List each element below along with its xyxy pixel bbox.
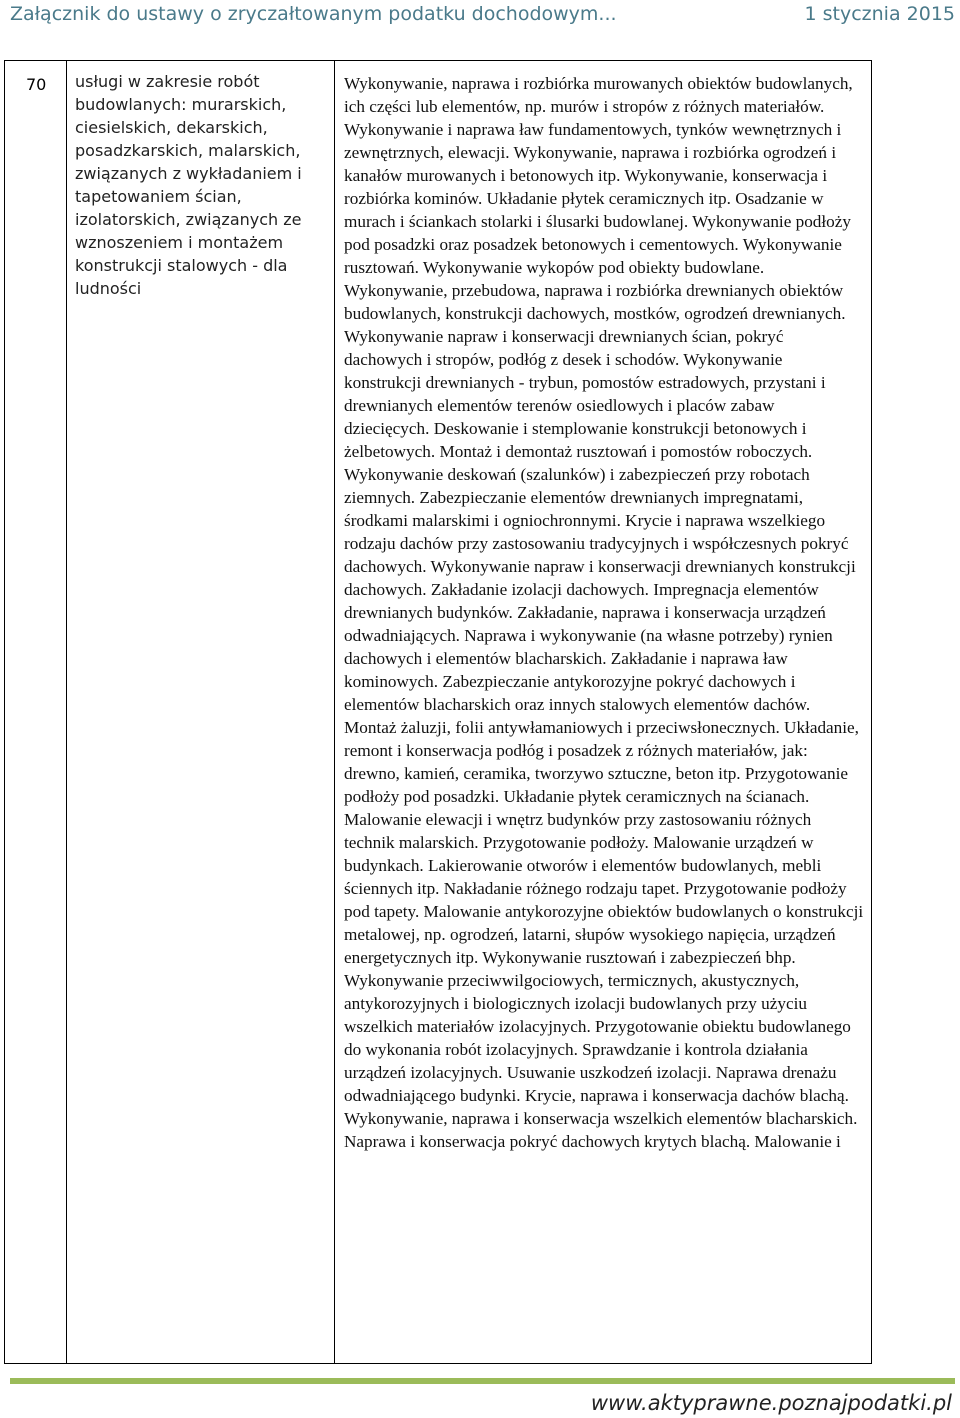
column-divider-2 (334, 60, 335, 1364)
column-divider-1 (66, 60, 67, 1364)
row-number: 70 (26, 75, 47, 94)
table-border-bottom (4, 1363, 872, 1364)
services-table (4, 60, 872, 1364)
document-title: Załącznik do ustawy o zryczałtowanym podatku dochodowym... (10, 3, 617, 25)
table-border-top (4, 60, 872, 61)
table-border-right (871, 60, 872, 1364)
service-description: Wykonywanie, naprawa i rozbiórka murowanych obiektów budowlanych, ich części lub elementów, np. murów i stropów z różnych materiałów. Wykonywanie i naprawa ław fundamentowych, tynków wewnętrznych i zewnętrznych, elewacji. Wykonywanie, naprawa i rozbiórka ogrodzeń i kanałów murowanych i betonowych itp. Wykonywanie, konserwacja i rozbiórka kominów. Układanie płytek ceramicznych itp. Osadzanie w murach i ściankach stolarki i ślusarki budowlanej. Wykonywanie podłoży pod posadzki oraz posadzek betonowych i cementowych. Wykonywanie rusztowań. Wykonywanie wykopów pod obiekty budowlane. Wykonywanie, przebudowa, naprawa i rozbiórka drewnianych obiektów budowlanych, konstrukcji dachowych, mostków, ogrodzeń drewnianych. Wykonywanie napraw i konserwacji drewnianych ścian, pokryć dachowych i stropów, podłóg z desek i schodów. Wykonywanie konstrukcji drewnianych - trybun, pomostów estradowych, przystani i drewnianych elementów terenów osiedlowych i placów zabaw dziecięcych. Deskowanie i stemplowanie konstrukcji betonowych i żelbetowych. Montaż i demontaż rusztowań i pomostów roboczych. Wykonywanie deskowań (szalunków) i zabezpieczeń przy robotach ziemnych. Zabezpieczanie elementów drewnianych impregnatami, środkami malarskimi i ogniochronnymi. Krycie i naprawa wszelkiego rodzaju dachów przy zastosowaniu tradycyjnych i współczesnych pokryć dachowych. Wykonywanie napraw i konserwacji drewnianych konstrukcji dachowych. Zakładanie izolacji dachowych. Impregnacja elementów drewnianych budynków. Zakładanie, naprawa i konserwacja urządzeń odwadniających. Naprawa i wykonywanie (na własne potrzeby) rynien dachowych i elementów blacharskich. Zakładanie i naprawa ław kominowych. Zabezpieczanie antykorozyjne pokryć dachowych i elementów blacharskich oraz innych stalowych elementów dachów. Montaż żaluzji, folii antywłamaniowych i przeciwsłonecznych. Układanie, remont i konserwacja podłóg i posadzek z różnych materiałów, jak: drewno, kamień, ceramika, tworzywo sztuczne, beton itp. Przygotowanie podłoży pod posadzki. Układanie płytek ceramicznych na ścianach. Malowanie elewacji i wnętrz budynków przy zastosowaniu różnych technik malarskich. Przygotowanie podłoży. Malowanie urządzeń w budynkach. Lakierowanie otworów i elementów budowlanych, mebli ściennych itp. Nakładanie różnego rodzaju tapet. Przygotowanie podłoży pod tapety. Malowanie antykorozyjne obiektów budowlanych o konstrukcji metalowej, np. ogrodzeń, latarni, słupów wysokiego napięcia, urządzeń energetycznych itp. Wykonywanie rusztowań i zabezpieczeń bhp. Wykonywanie przeciwwilgociowych, termicznych, akustycznych, antykorozyjnych i biologicznych izolacji budowlanych przy użyciu wszelkich materiałów izolacyjnych. Przygotowanie obiektu budowlanego do wykonania robót izolacyjnych. Sprawdzanie i kontrola działania urządzeń izolacyjnych. Usuwanie uszkodzeń izolacji. Naprawa drenażu odwadniającego budynki. Krycie, naprawa i konserwacja dachów blachą. Wykonywanie, naprawa i konserwacja wszelkich elementów blacharskich. Naprawa i konserwacja pokryć dachowych krytych blachą. Malowanie i (344, 74, 864, 1151)
footer-divider (10, 1378, 955, 1384)
footer-website-link[interactable]: www.aktyprawne.poznajpodatki.pl (590, 1391, 952, 1415)
table-border-left (4, 60, 5, 1364)
service-name: usługi w zakresie robót budowlanych: murarskich, ciesielskich, dekarskich, posadzkarskich, malarskich, związanych z wykładaniem i tapetowaniem ścian, izolatorskich, związanych ze wznoszeniem i montażem konstrukcji stalowych - dla ludności (75, 72, 302, 298)
page-header (10, 0, 955, 38)
document-date: 1 stycznia 2015 (804, 3, 955, 25)
